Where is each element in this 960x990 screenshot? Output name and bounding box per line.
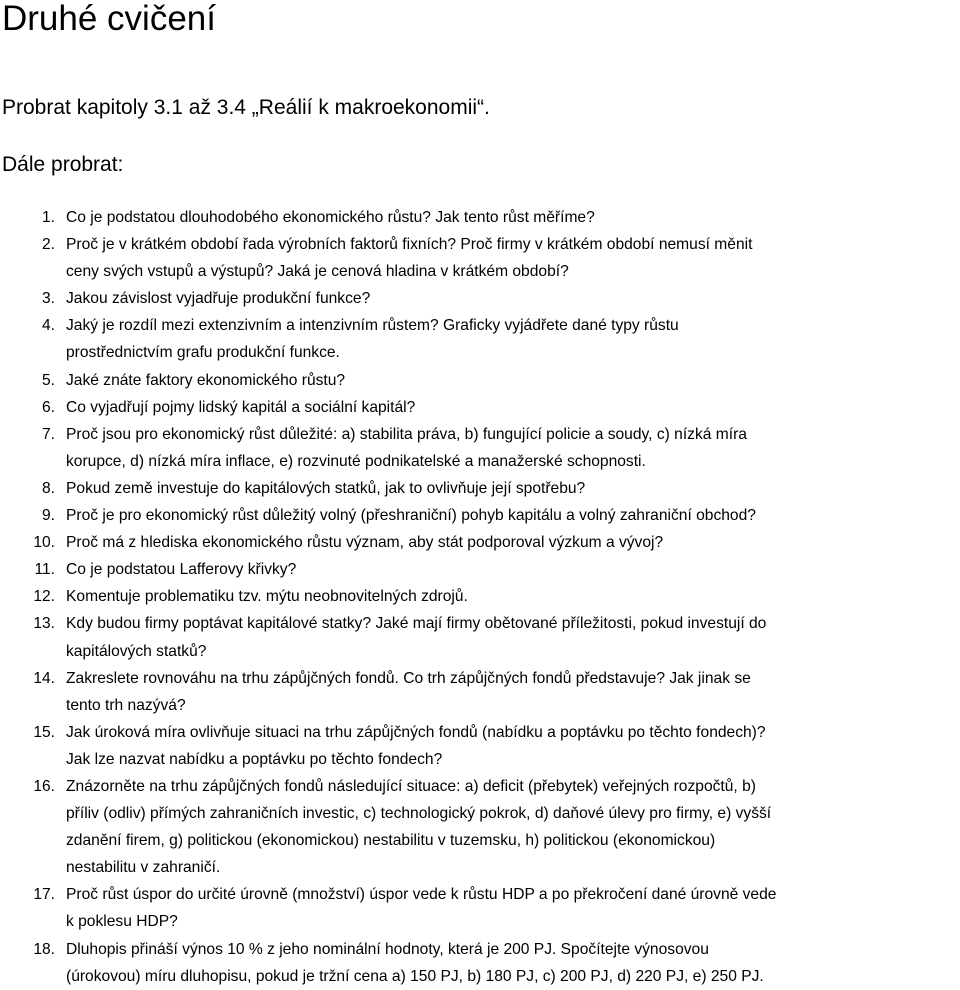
- question-line: Proč je pro ekonomický růst důležitý volný (přeshraniční) pohyb kapitálu a volný zahraniční obchod?: [66, 507, 756, 525]
- question-number: 6.: [41, 398, 55, 416]
- question-item: [0, 204, 960, 231]
- question-item: [0, 583, 960, 610]
- question-number: 1.: [41, 209, 55, 226]
- question-text: [66, 583, 960, 610]
- question-line: Proč je v krátkém období řada výrobních faktorů fixních? Proč firmy v krátkém období nemusí měnit: [66, 236, 753, 254]
- question-text: [66, 421, 960, 475]
- question-number: 10.: [33, 534, 55, 552]
- question-line: prostřednictvím grafu produkční funkce.: [66, 344, 340, 362]
- question-line: nestabilitu v zahraničí.: [66, 859, 221, 877]
- question-line: tento trh nazývá?: [66, 696, 186, 714]
- question-item: [0, 881, 960, 935]
- question-text: [66, 312, 960, 366]
- question-item: [0, 421, 960, 475]
- question-number: 5.: [41, 371, 55, 389]
- question-text: [66, 719, 960, 773]
- subheading: Dále probrat:: [2, 153, 124, 176]
- question-item: [0, 529, 960, 556]
- intro-text: Probrat kapitoly 3.1 až 3.4 „Reálií k makroekonomii“.: [2, 96, 490, 119]
- question-text: [66, 394, 960, 421]
- question-line: Jak lze nazvat nabídku a poptávku po těchto fondech?: [66, 750, 443, 768]
- question-item: [0, 936, 960, 990]
- question-text: [66, 665, 960, 719]
- question-line: (úrokovou) míru dluhopisu, pokud je tržní cena a) 150 PJ, b) 180 PJ, c) 200 PJ, d) 220 PJ, e) 250 PJ.: [66, 967, 764, 985]
- question-line: korupce, d) nízká míra inflace, e) rozvinuté podnikatelské a manažerské schopnosti.: [66, 452, 646, 470]
- question-text: [66, 529, 960, 556]
- question-number: 2.: [41, 236, 55, 254]
- question-line: Co je podstatou dlouhodobého ekonomického růstu? Jak tento růst měříme?: [66, 209, 595, 226]
- question-item: [0, 556, 960, 583]
- question-item: [0, 231, 960, 285]
- question-number: 16.: [33, 777, 55, 795]
- question-text: [66, 285, 960, 312]
- question-number: 14.: [33, 669, 55, 687]
- question-number: 4.: [41, 317, 55, 335]
- question-item: [0, 665, 960, 719]
- question-text: [66, 881, 960, 935]
- question-list: [0, 204, 960, 990]
- question-text: [66, 556, 960, 583]
- question-line: Znázorněte na trhu zápůjčných fondů následující situace: a) deficit (přebytek) veřejných rozpočtů, b): [66, 777, 756, 795]
- page-title: Druhé cvičení: [2, 0, 216, 38]
- question-line: Co je podstatou Lafferovy křivky?: [66, 561, 297, 579]
- question-line: příliv (odliv) přímých zahraničních investic, c) technologický pokrok, d) daňové úlevy pro firmy, e) vyšší: [66, 805, 772, 823]
- question-number: 3.: [41, 290, 55, 308]
- question-text: [66, 773, 960, 881]
- question-line: Proč má z hlediska ekonomického růstu význam, aby stát podporoval výzkum a vývoj?: [66, 534, 664, 552]
- question-item: [0, 475, 960, 502]
- question-line: Jak úroková míra ovlivňuje situaci na trhu zápůjčných fondů (nabídku a poptávku po těchto fondech)?: [66, 723, 766, 741]
- question-line: kapitálových statků?: [66, 642, 207, 660]
- question-line: ceny svých vstupů a výstupů? Jaká je cenová hladina v krátkém období?: [66, 263, 569, 281]
- question-line: Komentuje problematiku tzv. mýtu neobnovitelných zdrojů.: [66, 588, 468, 606]
- question-line: Kdy budou firmy poptávat kapitálové statky? Jaké mají firmy obětované příležitosti, pokud investují do: [66, 615, 767, 633]
- question-line: Jaký je rozdíl mezi extenzivním a intenzivním růstem? Graficky vyjádřete dané typy růstu: [66, 317, 679, 335]
- question-text: [66, 367, 960, 394]
- question-line: Pokud země investuje do kapitálových statků, jak to ovlivňuje její spotřebu?: [66, 479, 586, 497]
- question-item: [0, 773, 960, 881]
- question-number: 8.: [41, 479, 55, 497]
- question-item: [0, 312, 960, 366]
- question-text: [66, 936, 960, 990]
- question-number: 13.: [33, 615, 55, 633]
- question-text: [66, 204, 960, 231]
- question-number: 17.: [33, 886, 55, 904]
- question-line: Zakreslete rovnováhu na trhu zápůjčných fondů. Co trh zápůjčných fondů představuje? Jak jinak se: [66, 669, 751, 687]
- question-line: zdanění firem, g) politickou (ekonomickou) nestabilitu v tuzemsku, h) politickou (ekonomickou): [66, 832, 716, 850]
- question-item: [0, 719, 960, 773]
- question-line: Proč jsou pro ekonomický růst důležité: a) stabilita práva, b) fungující policie a soudy, c) nízká míra: [66, 425, 747, 443]
- question-text: [66, 475, 960, 502]
- question-text: [66, 231, 960, 285]
- question-number: 11.: [34, 561, 55, 579]
- question-number: 12.: [33, 588, 55, 606]
- question-line: Proč růst úspor do určité úrovně (množství) úspor vede k růstu HDP a po překročení dané úrovně vede: [66, 886, 777, 904]
- question-line: Dluhopis přináší výnos 10 % z jeho nominální hodnoty, která je 200 PJ. Spočítejte výnosovou: [66, 940, 709, 958]
- question-number: 15.: [33, 723, 55, 741]
- question-item: [0, 285, 960, 312]
- question-line: Co vyjadřují pojmy lidský kapitál a sociální kapitál?: [66, 398, 416, 416]
- question-line: k poklesu HDP?: [66, 913, 178, 931]
- question-number: 7.: [41, 425, 55, 443]
- question-item: [0, 610, 960, 664]
- question-number: 9.: [41, 507, 55, 525]
- question-item: [0, 502, 960, 529]
- question-item: [0, 367, 960, 394]
- question-line: Jaké znáte faktory ekonomického růstu?: [66, 371, 346, 389]
- question-item: [0, 394, 960, 421]
- question-number: 18.: [33, 940, 55, 958]
- question-text: [66, 502, 960, 529]
- question-text: [66, 610, 960, 664]
- question-line: Jakou závislost vyjadřuje produkční funkce?: [66, 290, 371, 308]
